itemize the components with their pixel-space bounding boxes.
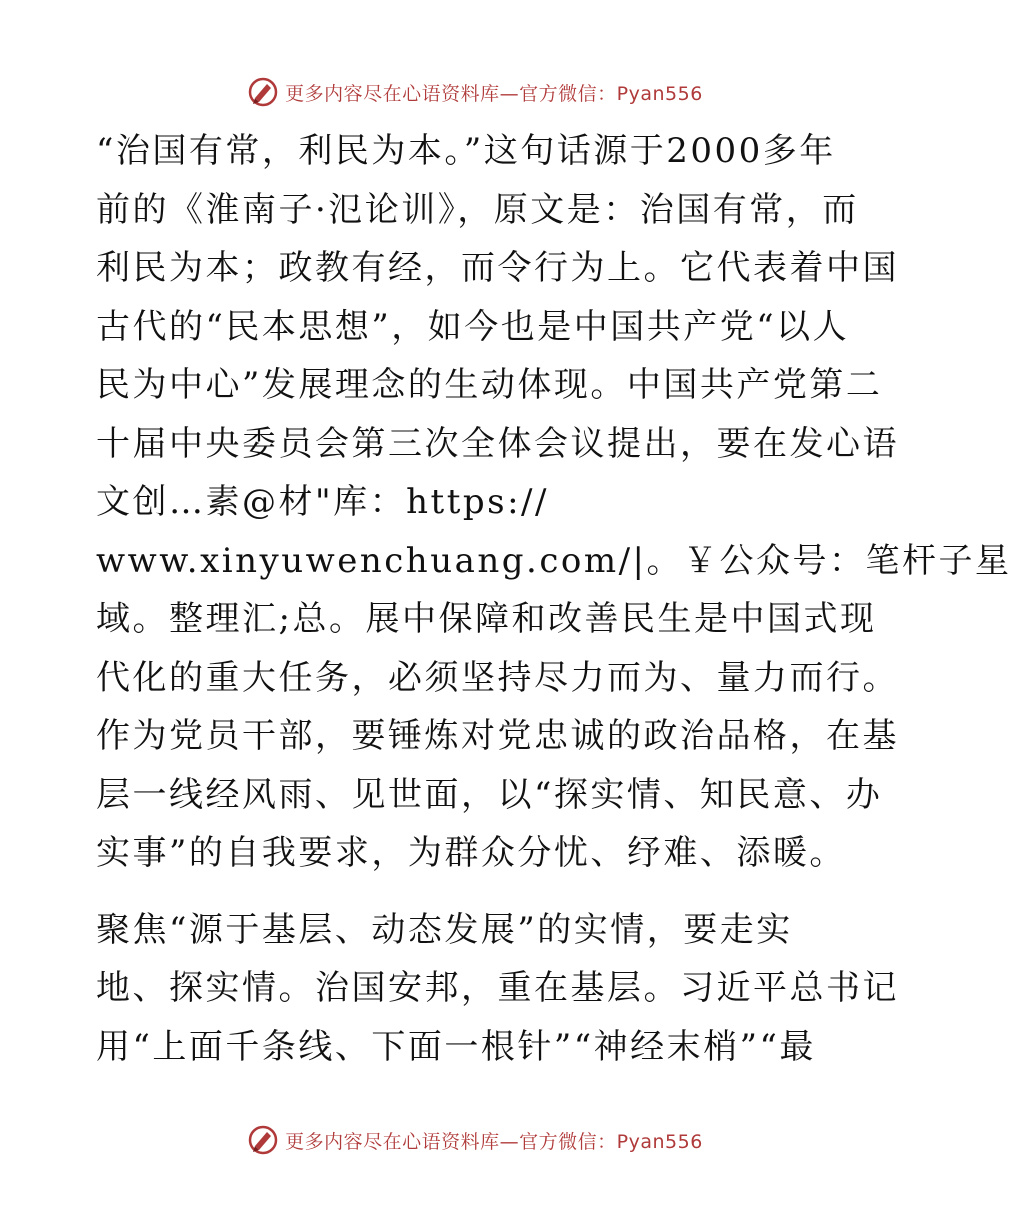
text-line: 作为党员干部，要锤炼对党忠诚的政治品格，在基 (96, 716, 899, 756)
text-line: 层一线经风雨、见世面，以“探实情、知民意、办 (96, 774, 883, 815)
text-line: 十届中央委员会第三次全体会议提出，要在发心语 (96, 423, 899, 464)
document-body (96, 122, 1012, 1076)
watermark-header (0, 72, 950, 112)
paragraph-gap (96, 883, 856, 901)
paragraph-1 (96, 122, 1012, 883)
pen-logo-icon (247, 76, 279, 108)
text-line: 代化的重大任务，必须坚持尽力而为、量力而行。 (96, 657, 899, 698)
text-line: 地、探实情。治国安邦，重在基层。习近平总书记 (96, 968, 899, 1008)
paragraph-2 (96, 901, 899, 1077)
text-line: 聚焦“源于基层、动态发展”的实情，要走实 (96, 909, 793, 950)
text-line: 域。整理汇;总。展中保障和改善民生是中国式现 (96, 599, 877, 639)
watermark-text: 更多内容尽在心语资料库—官方微信：Pyan556 (285, 82, 703, 105)
text-line: 利民为本；政教有经，而令行为上。它代表着中国 (96, 248, 899, 288)
text-line: 用“上面千条线、下面一根针”“神经末梢”“最 (96, 1026, 816, 1067)
text-line: 文创…素@材"库：https:// (96, 482, 549, 522)
text-line: 民为中心”发展理念的生动体现。中国共产党第二 (96, 365, 883, 405)
text-line: 实事”的自我要求，为群众分忧、纾难、添暖。 (96, 833, 846, 873)
watermark-text: 更多内容尽在心语资料库—官方微信：Pyan556 (285, 1130, 703, 1153)
text-line: 古代的“民本思想”，如今也是中国共产党“以人 (96, 306, 850, 347)
pen-logo-icon (247, 1124, 279, 1156)
text-line: “治国有常，利民为本。”这句话源于2000多年 (96, 131, 836, 171)
text-line: 前的《淮南子·氾论训》，原文是：治国有常，而 (96, 189, 859, 230)
watermark-footer (0, 1120, 950, 1160)
text-line: www.xinyuwenchuang.com/|。￥公众号：笔杆子星 (96, 540, 1012, 581)
